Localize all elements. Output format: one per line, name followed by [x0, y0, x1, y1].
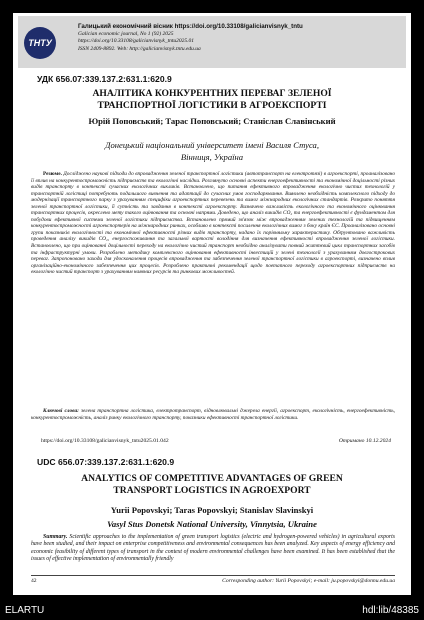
bottom-bar: [0, 600, 424, 620]
en-title-line1: ANALYTICS OF COMPETITIVE ADVANTAGES OF GREEN: [81, 473, 343, 484]
ua-affiliation-line1: Донецький національний університет імені Василя Стуса,: [105, 140, 319, 150]
page-number: 42: [31, 578, 37, 584]
received-date: Отримано 10.12.2024: [338, 438, 391, 444]
article-doi-link[interactable]: https://doi.org/10.33108/galicianvisnyk_tntu2025.01.042: [41, 438, 169, 444]
ua-abstract-text: Досліджено наукові підходи до впровадження зеленої транспортної логістики (автотранспорт на електротязі) в агроекспорті, проаналізовано її вплив на конкурентоспроможність підприємств та екологічні наслідки. Розглянуто основні аспекти енергоефективності та економічної доцільності різних видів транспорту в контексті сучасних екологічних викликів. Встановлено, що питання ефективного впровадження екологічно чистих технологій у транспортній логістиці потребують подальшого вивчення та адаптації до сучасних умов господарювання. Виявлено необхідність комплексного підходу до модернізації транспортного парку з урахуванням специфіки агроекспортних перевезень та вимог міжнародних екологічних стандартів. Розкрито поняття зеленої транспортної логістики, її сутність та завдання в контексті агроекспорту. Визначено важливість екологічного та економічного оцінювання транспортних процесів, окреслено мету такого оцінювання та основні напрями. Доведено, що аналіз викидів CO₂ та енергоефективності є фундаментом для побудови ефективної системи зеленої логістики підприємства. Встановлено прямий зв'язок між впровадженням зелених технологій та підвищенням конкурентоспроможності агроекспортерів на міжнародних ринках, особливо в контексті посилення екологічних вимог з боку країн ЄС. Проаналізовано основні групи показників екологічності та економічної ефективності різних видів транспорту, надано їх порівняльну характеристику. Обґрунтовано важливість проведення аналізу викидів CO₂, енергоспоживання та загальної вартості володіння для визначення ефективності впровадження зеленої логістики. Встановлено, що при оцінюванні доцільності переходу на екологічно чистий транспорт необхідно аналізувати повний життєвий цикл транспортних засобів та інфраструктурні умови. Розроблено методику комплексного оцінювання ефективності інвестицій у зелені технології з урахуванням довгострокових переваг. Запропоновано заходи для удосконалення процесів впровадження та забезпечення зеленої транспортної логістики в агроекспорті, визначено вплив організаційно-економічного забезпечення цих процесів. Розроблено практичні рекомендації щодо поетапного переходу агроекспортних підприємств на екологічно чистий транспорт з урахуванням наявних ресурсів та ринкових можливостей.: [31, 171, 395, 276]
en-summary-text: Scientific approaches to the implementation of green transport logistics (electric and hydrogen-powered vehicles) in agricultural exports have been studied, and their impact on enterprise competitiveness and environmental consequences has been analyzed. Key aspects of energy efficiency and economic feasibility of different types of transport in the context of modern environmental challenges have been examined. It has been established that the issues of effective implementation of environmentally friendly: [31, 534, 396, 562]
ua-keywords-text: зелена транспортна логістика, електротранспорт, відновлювальні джерела енергії, агроекспорт, екологічність, енергоефективність, конкурентоспроможність, аналіз ринку екологічного транспорту, показники ефективності транспортної логістики.: [31, 408, 395, 421]
en-summary-label: Summary.: [43, 534, 68, 540]
corresponding-author: Corresponding author: Yurii Popovskyi; e-mail: ju.popovskyi@donnu.edu.ua: [222, 578, 395, 584]
ua-affiliation-line2: Вінниця, Україна: [180, 152, 244, 162]
ua-keywords-label: Ключові слова:: [43, 408, 79, 414]
repository-name: ELARTU: [5, 605, 45, 616]
ua-authors: Юрій Поповський; Тарас Поповський; Станіслав Славінський: [88, 116, 336, 126]
journal-header-text: [78, 23, 398, 53]
ua-abstract: [31, 171, 395, 276]
en-udc: UDC 656.07:339.137.2:631.1:620.9: [37, 457, 175, 467]
journal-issue: Galician economic journal, No 1 (92) 2025: [78, 30, 174, 37]
ua-keywords: [31, 408, 395, 421]
en-summary: [31, 534, 395, 563]
journal-header: [18, 16, 406, 68]
ua-title-line1: АНАЛІТИКА КОНКУРЕНТНИХ ПЕРЕВАГ ЗЕЛЕНОЇ: [92, 88, 332, 99]
en-affiliation: Vasyl Stus Donetsk National University, Vinnytsia, Ukraine: [107, 519, 317, 529]
journal-logo: ТНТУ: [24, 27, 56, 59]
journal-name: Галицький економічний вісник https://doi.org/10.33108/galicianvisnyk_tntu: [78, 23, 303, 30]
en-title-line2: TRANSPORT LOGISTICS IN AGROEXPORT: [113, 485, 311, 496]
footer-divider: [31, 575, 395, 576]
en-authors: Yurii Popovskyi; Taras Popovskyi; Stanislav Slavinskyi: [110, 505, 314, 515]
ua-abstract-label: Резюме.: [43, 171, 62, 177]
ua-title-line2: ТРАНСПОРТНОЇ ЛОГІСТИКИ В АГРОЕКСПОРТІ: [97, 100, 327, 111]
journal-doi: https://doi.org/10.33108/galicianvisnyk_tntu2025.01: [78, 38, 195, 45]
document-page: [13, 13, 411, 595]
journal-issn: ISSN 2409-8892. Web: http://galicianvisnyk.tntu.edu.ua: [78, 45, 201, 52]
handle-id: hdl:lib/48385: [362, 605, 419, 616]
ua-udc: УДК 656.07:339.137.2:631.1:620.9: [37, 74, 172, 84]
